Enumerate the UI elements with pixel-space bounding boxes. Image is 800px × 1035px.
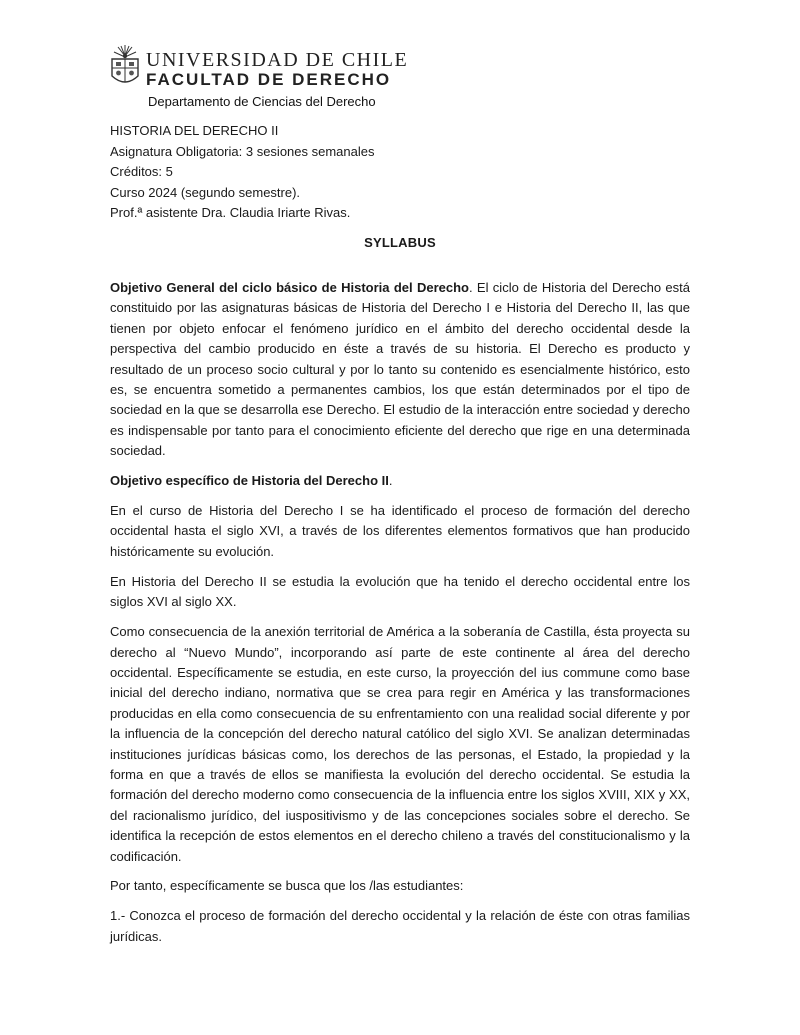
professor: Prof.ª asistente Dra. Claudia Iriarte Rivas. bbox=[110, 205, 351, 220]
faculty-name: FACULTAD DE DERECHO bbox=[146, 70, 392, 89]
paragraph-students-intro: Por tanto, específicamente se busca que los /las estudiantes: bbox=[110, 878, 464, 894]
paragraph-historia-ii: En Historia del Derecho II se estudia la evolución que ha tenido el derecho occidental entre los siglos XVI al siglo XX. bbox=[110, 573, 690, 610]
university-crest-icon bbox=[108, 44, 142, 90]
syllabus-body bbox=[110, 278, 690, 957]
course-name: HISTORIA DEL DERECHO II bbox=[110, 123, 279, 138]
credits: Créditos: 5 bbox=[110, 164, 173, 179]
paragraph-historia-i: En el curso de Historia del Derecho I se ha identificado el proceso de formación del derecho occidental hasta el siglo XVI, a través de los diferentes elementos formativos que han producido históricamente su evolución. bbox=[110, 503, 690, 559]
specific-objective-suffix: . bbox=[388, 473, 393, 489]
subject-type: Asignatura Obligatoria: 3 sesiones semanales bbox=[110, 143, 375, 159]
specific-objective-heading: Objetivo específico de Historia del Derecho II bbox=[110, 473, 389, 489]
general-objective-text: . El ciclo de Historia del Derecho está constituido por las asignaturas básicas de Historia del Derecho I e Historia del Derecho II, las que tienen por objeto enfocar el fenómeno jurídico en el ámbito del derecho occidental desde la perspectiva del cambio producido en éste a través de su historia. El Derecho es producto y resultado de un proceso socio cultural y por lo tanto su contenido es esencialmente histórico, esto es, se encuentra sometido a permanentes cambios, los que están determinados por el tipo de sociedad en la que se desarrolla ese Derecho. El estudio de la interacción entre sociedad y derecho es indispensable por tanto para el conocimiento eficiente del derecho que rige en una determinada sociedad. bbox=[110, 280, 691, 459]
paragraph-america: Como consecuencia de la anexión territorial de América a la soberanía de Castilla, ésta proyecta su derecho al “Nuevo Mundo”, incorporando así parte de este continente al área del derecho occidental. Específicamente se estudia, en este curso, la proyección del ius commune como base inicial del derecho indiano, normativa que se crea para regir en América y las transformaciones producidas en ella como consecuencia de su enfrentamiento con una realidad social diferente y por la influencia de la concepción del derecho natural católico del siglo XVI. Se analizan determinadas instituciones jurídicas básicas como, los derechos de las personas, el Estado, la propiedad y la forma en que a través de ellos se manifiesta la evolución del derecho occidental. Se estudia la formación del derecho moderno como consecuencia de la influencia entre los siglos XVIII, XIX y XX, del racionalismo jurídico, del iuspositivismo y de las concepciones sociales sobre el derecho. Se identifica la recepción de estos elementos en el derecho chileno a través del constitucionalismo y la codificación. bbox=[110, 624, 690, 864]
specific-objective-paragraph bbox=[110, 471, 690, 491]
department-name: Departamento de Ciencias del Derecho bbox=[148, 94, 376, 109]
term: Curso 2024 (segundo semestre). bbox=[110, 184, 301, 200]
syllabus-title: SYLLABUS bbox=[364, 235, 436, 250]
general-objective-paragraph bbox=[110, 278, 690, 462]
university-name: UNIVERSIDAD DE CHILE bbox=[146, 49, 409, 71]
course-info bbox=[110, 121, 690, 224]
letterhead bbox=[108, 44, 438, 114]
objective-item-1: 1.- Conozca el proceso de formación del derecho occidental y la relación de éste con otras familias jurídicas. bbox=[110, 908, 690, 944]
general-objective-heading: Objetivo General del ciclo básico de Historia del Derecho bbox=[110, 280, 469, 295]
